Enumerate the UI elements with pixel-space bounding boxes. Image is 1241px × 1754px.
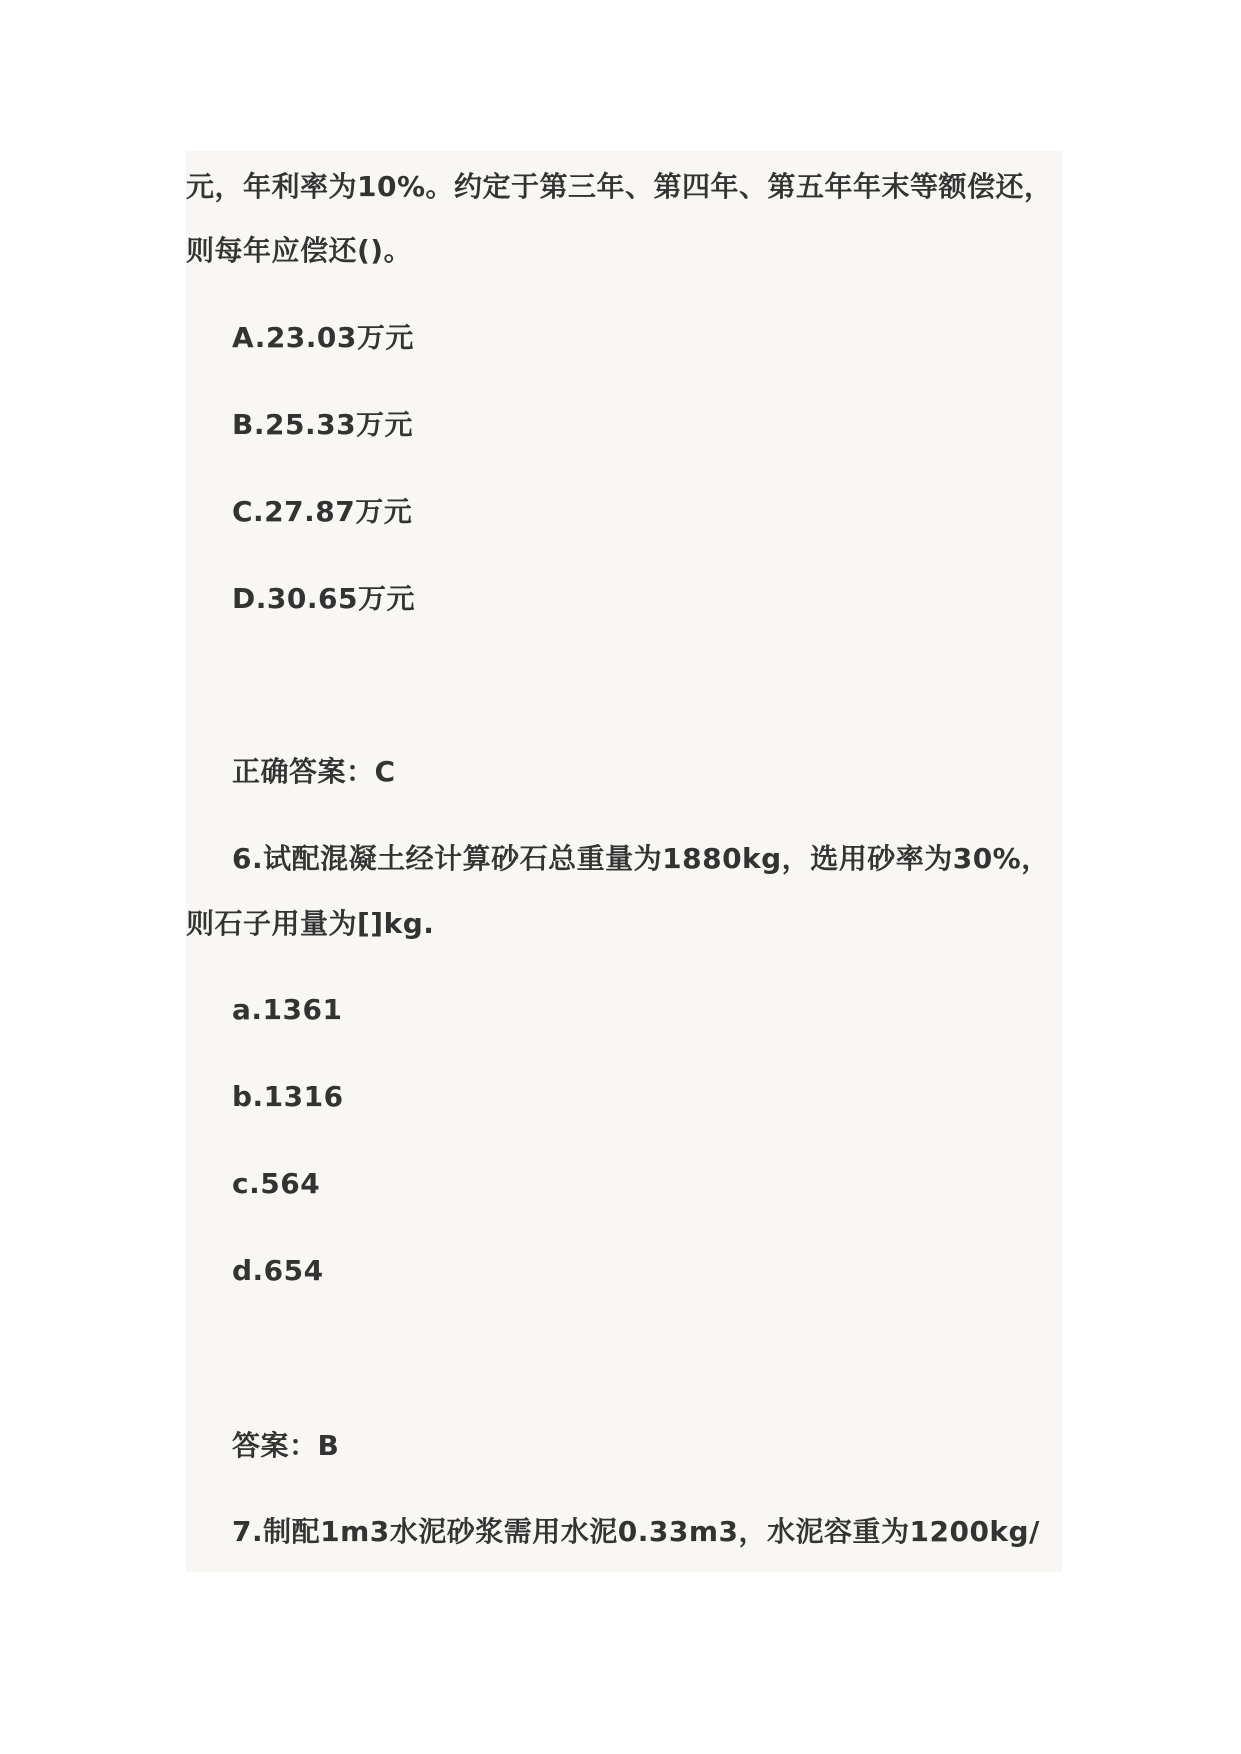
- q6-stem-line-2: 则石子用量为[]kg.: [186, 907, 435, 940]
- q5-option-d: D.30.65万元: [232, 582, 415, 615]
- q5-answer: 正确答案：C: [232, 755, 396, 788]
- q6-option-c: c.564: [232, 1167, 321, 1200]
- q5-option-c: C.27.87万元: [232, 495, 413, 528]
- q6-option-a: a.1361: [232, 993, 343, 1026]
- q7-stem-line-1: 7.制配1m3水泥砂浆需用水泥0.33m3，水泥容重为1200kg/: [232, 1515, 1040, 1548]
- q6-option-d: d.654: [232, 1254, 324, 1287]
- q5-option-a: A.23.03万元: [232, 321, 414, 354]
- document-page: [186, 151, 1062, 1572]
- q5-stem-line-2: 则每年应偿还()。: [186, 234, 413, 267]
- q6-answer: 答案：B: [232, 1429, 340, 1462]
- q5-stem-line-1: 元，年利率为10%。约定于第三年、第四年、第五年年末等额偿还，: [186, 170, 1053, 203]
- q6-option-b: b.1316: [232, 1080, 344, 1113]
- q5-option-b: B.25.33万元: [232, 408, 414, 441]
- q6-stem-line-1: 6.试配混凝土经计算砂石总重量为1880kg，选用砂率为30%，: [232, 842, 1050, 875]
